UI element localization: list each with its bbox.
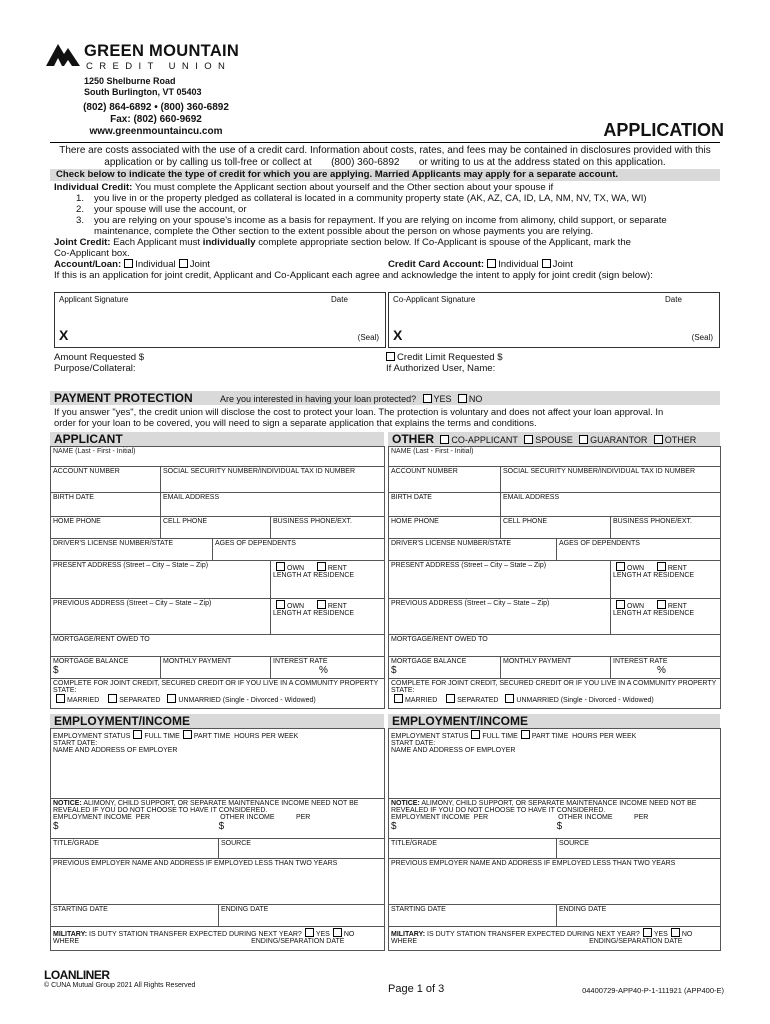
applicant-present-own-checkbox[interactable] — [276, 562, 285, 571]
applicant-military-yes[interactable] — [305, 928, 314, 937]
applicant-mortgage-owed[interactable]: MORTGAGE/RENT OWED TO — [51, 635, 385, 657]
applicant-monthly-payment[interactable]: MONTHLY PAYMENT — [161, 657, 271, 679]
applicant-fulltime-checkbox[interactable] — [133, 730, 142, 739]
applicant-employer-field[interactable]: EMPLOYMENT STATUS FULL TIME PART TIME HOURS PER WEEK START DATE: NAME AND ADDRESS OF EMPLOYER — [51, 729, 385, 799]
applicant-parttime-checkbox[interactable] — [183, 730, 192, 739]
card-joint-checkbox[interactable] — [542, 259, 551, 268]
other-other-checkbox[interactable] — [654, 435, 663, 444]
other-home-phone[interactable]: HOME PHONE — [389, 517, 501, 539]
applicant-header: APPLICANT — [50, 432, 384, 446]
protection-yes-checkbox[interactable] — [423, 394, 432, 403]
other-name-field[interactable]: NAME (Last - First - Initial) — [389, 447, 721, 467]
branch-address — [84, 76, 202, 98]
other-guarantor-checkbox[interactable] — [579, 435, 588, 444]
other-military-no[interactable] — [671, 928, 680, 937]
copyright: © CUNA Mutual Group 2021 All Rights Reserved — [44, 982, 196, 989]
other-previous-rent-checkbox[interactable] — [657, 600, 666, 609]
other-previous-address[interactable]: PREVIOUS ADDRESS (Street – City – State – Zip) — [389, 599, 611, 635]
applicant-grid — [50, 446, 385, 709]
applicant-employment-header: EMPLOYMENT/INCOME — [50, 714, 384, 728]
other-source-field[interactable]: SOURCE — [557, 839, 721, 859]
other-spouse-checkbox[interactable] — [524, 435, 533, 444]
applicant-home-phone[interactable]: HOME PHONE — [51, 517, 161, 539]
other-present-own-checkbox[interactable] — [616, 562, 625, 571]
applicant-signature-box[interactable]: Applicant Signature Date X (Seal) — [54, 292, 386, 348]
applicant-military-no[interactable] — [333, 928, 342, 937]
applicant-account-field[interactable]: ACCOUNT NUMBER — [51, 467, 161, 493]
brand-subtitle: CREDIT UNION — [86, 61, 232, 72]
other-email-field[interactable]: EMAIL ADDRESS — [501, 493, 721, 517]
payment-protection-header: PAYMENT PROTECTION Are you interested in having your loan protected? YES NO — [50, 391, 720, 405]
applicant-previous-employer[interactable]: PREVIOUS EMPLOYER NAME AND ADDRESS IF EMPLOYED LESS THAN TWO YEARS — [51, 859, 385, 905]
footer-left — [44, 968, 195, 989]
applicant-unmarried-checkbox[interactable] — [167, 694, 176, 703]
applicant-employment-grid — [50, 728, 385, 951]
cost-disclosure — [50, 142, 720, 168]
applicant-business-phone[interactable]: BUSINESS PHONE/EXT. — [271, 517, 385, 539]
other-dl-field[interactable]: DRIVER'S LICENSE NUMBER/STATE — [389, 539, 557, 561]
other-title-field[interactable]: TITLE/GRADE — [389, 839, 557, 859]
address-line-2: South Burlington, VT 05403 — [84, 87, 202, 97]
applicant-marital-status: COMPLETE FOR JOINT CREDIT, SECURED CREDIT OR IF YOU LIVE IN A COMMUNITY PROPERTY STATE: MARRIED SEPARATED UNMARRIED (Single - Divorced - Widowed) — [51, 679, 385, 709]
applicant-previous-rent-checkbox[interactable] — [317, 600, 326, 609]
website[interactable]: www.greenmountaincu.com — [89, 126, 223, 137]
credit-type-instruction: Check below to indicate the type of credit for which you are applying. Married Applicants may apply for a separate account. — [50, 169, 720, 181]
other-previous-residence: OWN RENT LENGTH AT RESIDENCE — [611, 599, 721, 635]
applicant-title-field[interactable]: TITLE/GRADE — [51, 839, 219, 859]
applicant-income-field[interactable]: NOTICE: ALIMONY, CHILD SUPPORT, OR SEPARATE MAINTENANCE INCOME NEED NOT BE REVEALED IF YOU DO NOT CHOOSE TO HAVE IT CONSIDERED. EMPLOYMENT INCOME PER OTHER INCOME PER $ $ — [51, 799, 385, 839]
other-interest-rate[interactable]: INTEREST RATE % — [611, 657, 721, 679]
mountain-logo-icon — [46, 42, 80, 68]
other-mortgage-balance[interactable]: MORTGAGE BALANCE $ — [389, 657, 501, 679]
form-code: 04400729-APP40-P-1-111921 (APP400-E) — [582, 986, 724, 995]
applicant-separated-checkbox[interactable] — [108, 694, 117, 703]
other-cell-phone[interactable]: CELL PHONE — [501, 517, 611, 539]
card-individual-checkbox[interactable] — [487, 259, 496, 268]
other-unmarried-checkbox[interactable] — [505, 694, 514, 703]
brand-name: GREEN MOUNTAIN — [84, 42, 240, 60]
intro-line-2: application or by calling us toll-free or collect at (800) 360-6892 or writing to us at the address stated on this application. — [104, 156, 666, 168]
applicant-starting-date[interactable]: STARTING DATE — [51, 905, 219, 927]
other-present-residence: OWN RENT LENGTH AT RESIDENCE — [611, 561, 721, 599]
applicant-present-residence: OWN RENT LENGTH AT RESIDENCE — [271, 561, 385, 599]
credit-limit-block: Credit Limit Requested $ If Authorized User, Name: — [386, 352, 503, 374]
applicant-present-rent-checkbox[interactable] — [317, 562, 326, 571]
other-dependents-field[interactable]: AGES OF DEPENDENTS — [557, 539, 721, 561]
contact-info — [66, 102, 246, 138]
other-fulltime-checkbox[interactable] — [471, 730, 480, 739]
payment-protection-text: If you answer "yes", the credit union will disclose the cost to protect your loan. The protection is voluntary and does not affect your loan approval. In order for your loan to be covered, you will need to sign a separate application that explains the terms and conditions. — [54, 406, 664, 428]
other-military-field[interactable]: MILITARY: IS DUTY STATION TRANSFER EXPECTED DURING NEXT YEAR? YES NO WHERE ENDING/SEPARATION DATE — [389, 927, 721, 951]
credit-limit-checkbox[interactable] — [386, 352, 395, 361]
page-number: Page 1 of 3 — [388, 983, 445, 995]
other-business-phone[interactable]: BUSINESS PHONE/EXT. — [611, 517, 721, 539]
other-income-field[interactable]: NOTICE: ALIMONY, CHILD SUPPORT, OR SEPARATE MAINTENANCE INCOME NEED NOT BE REVEALED IF YOU DO NOT CHOOSE TO HAVE IT CONSIDERED. EMPLOYMENT INCOME PER OTHER INCOME PER $ $ — [389, 799, 721, 839]
amount-requested-field[interactable]: Amount Requested $ — [54, 352, 145, 363]
applicant-previous-residence: OWN RENT LENGTH AT RESIDENCE — [271, 599, 385, 635]
coapplicant-signature-box[interactable]: Co-Applicant Signature Date X (Seal) — [388, 292, 720, 348]
applicant-ending-date[interactable]: ENDING DATE — [219, 905, 385, 927]
loanliner-logo: LOANLINER — [44, 968, 110, 982]
applicant-previous-own-checkbox[interactable] — [276, 600, 285, 609]
amount-requested-block — [54, 352, 144, 374]
other-birth-field[interactable]: BIRTH DATE — [389, 493, 501, 517]
other-employer-field[interactable]: EMPLOYMENT STATUS FULL TIME PART TIME HOURS PER WEEK START DATE: NAME AND ADDRESS OF EMPLOYER — [389, 729, 721, 799]
applicant-cell-phone[interactable]: CELL PHONE — [161, 517, 271, 539]
other-marital-status: COMPLETE FOR JOINT CREDIT, SECURED CREDIT OR IF YOU LIVE IN A COMMUNITY PROPERTY STATE: MARRIED SEPARATED UNMARRIED (Single - Divorced - Widowed) — [389, 679, 721, 709]
fax-number: Fax: (802) 660-9692 — [110, 114, 202, 125]
other-header: OTHER CO-APPLICANT SPOUSE GUARANTOR OTHER — [388, 432, 720, 446]
applicant-dl-field[interactable]: DRIVER'S LICENSE NUMBER/STATE — [51, 539, 213, 561]
credit-union-logo — [46, 40, 246, 74]
other-separated-checkbox[interactable] — [446, 694, 455, 703]
other-military-yes[interactable] — [643, 928, 652, 937]
authorized-user-field[interactable]: If Authorized User, Name: — [386, 363, 496, 374]
account-individual-checkbox[interactable] — [124, 259, 133, 268]
account-joint-checkbox[interactable] — [179, 259, 188, 268]
other-married-checkbox[interactable] — [394, 694, 403, 703]
applicant-present-address[interactable]: PRESENT ADDRESS (Street – City – State – Zip) — [51, 561, 271, 599]
applicant-ssn-field[interactable]: SOCIAL SECURITY NUMBER/INDIVIDUAL TAX ID NUMBER — [161, 467, 385, 493]
other-previous-own-checkbox[interactable] — [616, 600, 625, 609]
applicant-interest-rate[interactable]: INTEREST RATE % — [271, 657, 385, 679]
protection-no-checkbox[interactable] — [458, 394, 467, 403]
other-ending-date[interactable]: ENDING DATE — [557, 905, 721, 927]
other-grid — [388, 446, 721, 709]
credit-type-text: Individual Credit: You must complete the Applicant section about yourself and the Other section about your spouse if 1. you live in or the property pledged as collateral is located in a community property state (AK, AZ, CA, ID, LA, NM, NV, TX, WA, WI) 2. your spouse will use the account, or 3. you are relying on your spouse's income as a basis for repayment. If you are relying on income from alimony, child support, or separate maintenance, complete the Other section to the extent possible about the person on whose payments you are relying. Joint Credit: Each Applicant must individually complete appropriate section below. If Co-Applicant is spouse of the Applicant, mark the Co-Applicant box. Account/Loan: Individual Joint Credit Card Account: Individual Joint If this is an application for joint credit, Applicant and Co-Applicant each agree and acknowledge the intent to apply for joint credit (sign below): — [54, 182, 718, 281]
other-monthly-payment[interactable]: MONTHLY PAYMENT — [501, 657, 611, 679]
other-employment-grid — [388, 728, 721, 951]
other-previous-employer[interactable]: PREVIOUS EMPLOYER NAME AND ADDRESS IF EMPLOYED LESS THAN TWO YEARS — [389, 859, 721, 905]
applicant-mortgage-balance[interactable]: MORTGAGE BALANCE $ — [51, 657, 161, 679]
other-mortgage-owed[interactable]: MORTGAGE/RENT OWED TO — [389, 635, 721, 657]
applicant-email-field[interactable]: EMAIL ADDRESS — [161, 493, 385, 517]
page-title: APPLICATION — [603, 120, 724, 140]
applicant-source-field[interactable]: SOURCE — [219, 839, 385, 859]
joint-credit-note: If this is an application for joint credit, Applicant and Co-Applicant each agree and acknowledge the intent to apply for joint credit (sign below): — [54, 270, 653, 281]
other-starting-date[interactable]: STARTING DATE — [389, 905, 557, 927]
other-parttime-checkbox[interactable] — [521, 730, 530, 739]
applicant-birth-field[interactable]: BIRTH DATE — [51, 493, 161, 517]
other-present-rent-checkbox[interactable] — [657, 562, 666, 571]
address-line-1: 1250 Shelburne Road — [84, 76, 176, 86]
phone-numbers: (802) 864-6892 • (800) 360-6892 — [83, 102, 229, 113]
other-coapplicant-checkbox[interactable] — [440, 435, 449, 444]
applicant-dependents-field[interactable]: AGES OF DEPENDENTS — [213, 539, 385, 561]
other-account-field[interactable]: ACCOUNT NUMBER — [389, 467, 501, 493]
intro-line-1: There are costs associated with the use of a credit card. Information about costs, rates, and fees may be contained in disclosures provided with this — [59, 145, 711, 156]
purpose-field[interactable]: Purpose/Collateral: — [54, 363, 136, 374]
applicant-previous-address[interactable]: PREVIOUS ADDRESS (Street – City – State – Zip) — [51, 599, 271, 635]
applicant-name-field[interactable]: NAME (Last - First - Initial) — [51, 447, 385, 467]
other-employment-header: EMPLOYMENT/INCOME — [388, 714, 720, 728]
applicant-married-checkbox[interactable] — [56, 694, 65, 703]
other-ssn-field[interactable]: SOCIAL SECURITY NUMBER/INDIVIDUAL TAX ID NUMBER — [501, 467, 721, 493]
other-present-address[interactable]: PRESENT ADDRESS (Street – City – State – Zip) — [389, 561, 611, 599]
applicant-military-field[interactable]: MILITARY: IS DUTY STATION TRANSFER EXPECTED DURING NEXT YEAR? YES NO WHERE ENDING/SEPARATION DATE — [51, 927, 385, 951]
